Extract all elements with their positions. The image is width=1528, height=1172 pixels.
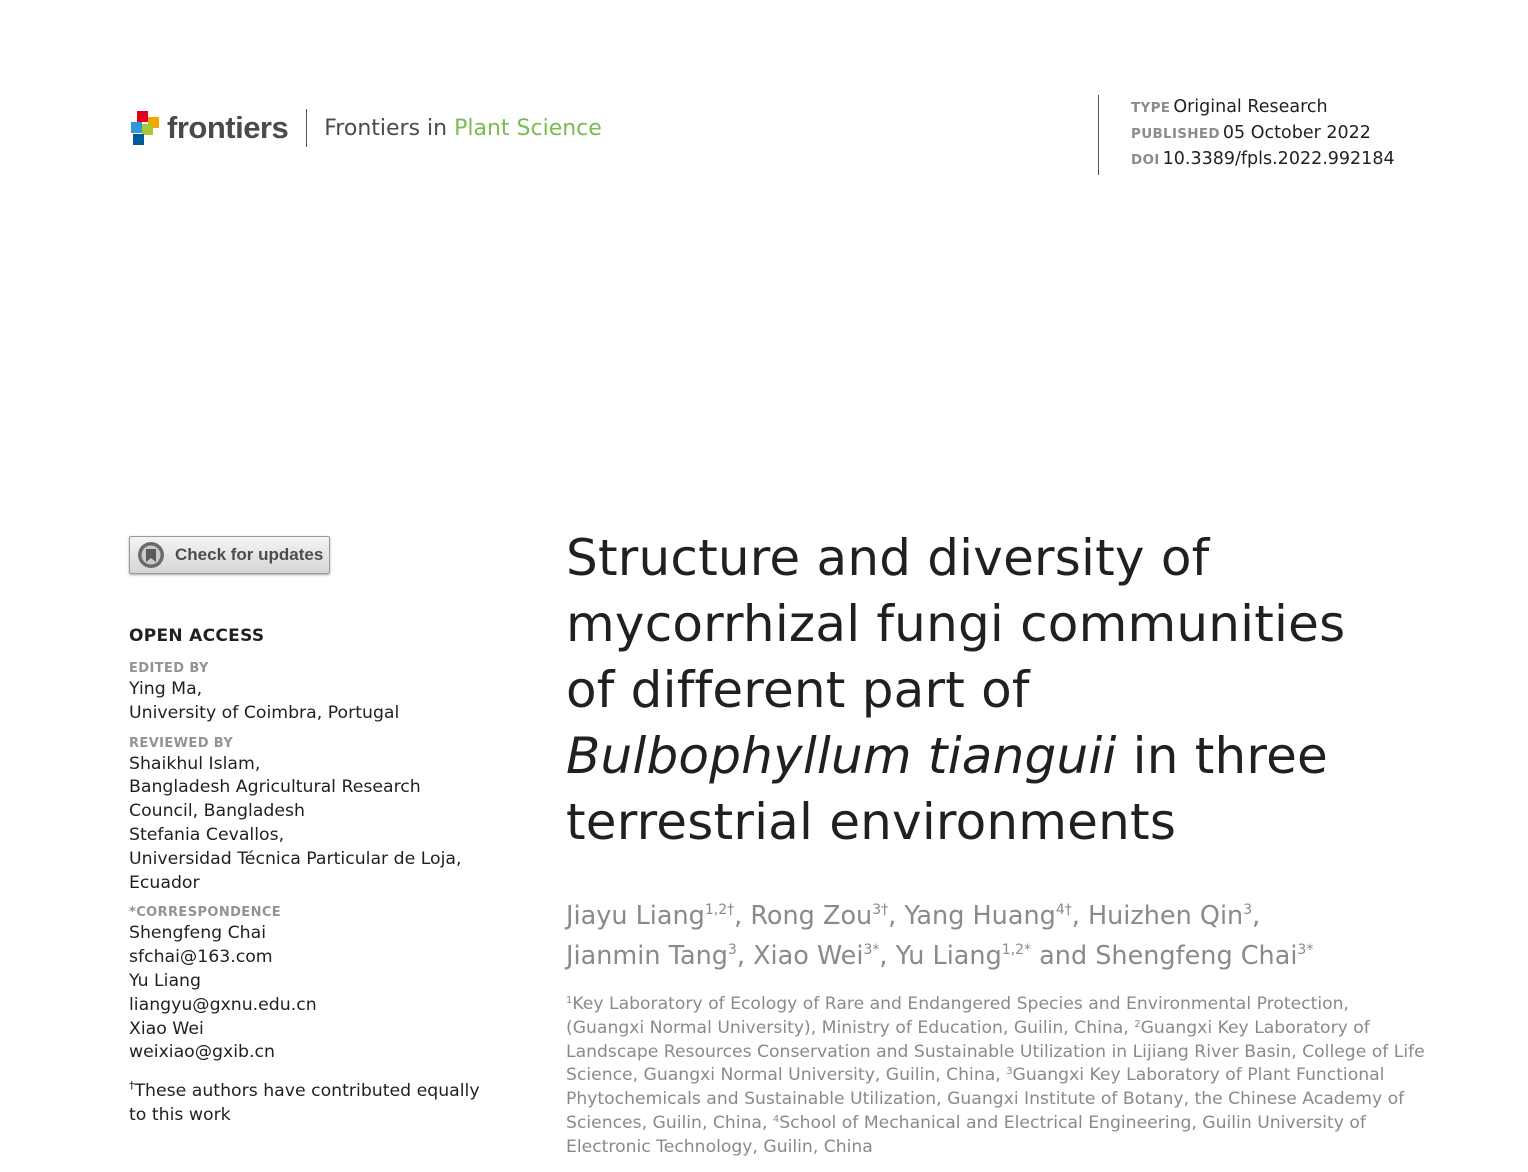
author[interactable]: Yu Liang$^{1,2*}$ bbox=[895, 940, 1032, 971]
crossmark-icon bbox=[137, 541, 165, 569]
title-line: of different part of bbox=[566, 661, 1030, 719]
reviewer-name: Shaikhul Islam, bbox=[129, 753, 261, 774]
note-text: These authors have contributed equally to this work bbox=[129, 1080, 480, 1125]
editor-name: Ying Ma, bbox=[129, 679, 203, 699]
author[interactable]: Shengfeng Chai$^{3*}$ bbox=[1095, 940, 1314, 971]
journal-brand[interactable] bbox=[129, 108, 602, 148]
reviewer-affiliation: Council, Bangladesh bbox=[129, 801, 305, 822]
editor-affiliation: University of Coimbra, Portugal bbox=[129, 702, 400, 723]
sidebar bbox=[129, 626, 489, 1128]
frontiers-logo-icon bbox=[129, 109, 161, 147]
title-line: terrestrial environments bbox=[566, 793, 1177, 851]
author[interactable]: Jianmin Tang$^3$ bbox=[566, 940, 737, 971]
author[interactable]: Huizhen Qin$^3$ bbox=[1087, 901, 1253, 931]
correspondent-name: Yu Liang bbox=[129, 970, 201, 991]
article-title bbox=[566, 525, 1426, 855]
journal-title bbox=[324, 116, 602, 141]
publish-date: PUBLISHED 05 October 2022 bbox=[1131, 123, 1371, 143]
publisher-wordmark: frontiers bbox=[167, 110, 289, 145]
check-for-updates-button[interactable] bbox=[129, 536, 330, 574]
section-heading: *CORRESPONDENCE bbox=[129, 905, 282, 921]
edited-by-section bbox=[129, 660, 489, 726]
article-type: TYPE Original Research bbox=[1131, 97, 1328, 117]
journal-prefix: Frontiers in bbox=[324, 115, 448, 141]
reviewer-affiliation: Universidad Técnica Particular de Loja, bbox=[129, 848, 462, 869]
author[interactable]: Yang Huang$^{4\dagger}$ bbox=[904, 901, 1072, 931]
correspondent-name: Shengfeng Chai bbox=[129, 923, 267, 944]
dagger-mark: † bbox=[129, 1079, 135, 1093]
equal-contribution-note bbox=[129, 1074, 489, 1127]
check-for-updates-label: Check for updates bbox=[175, 545, 324, 564]
correspondent-name: Xiao Wei bbox=[129, 1018, 204, 1039]
section-heading: REVIEWED BY bbox=[129, 735, 234, 751]
reviewer-affiliation: Bangladesh Agricultural Research bbox=[129, 777, 421, 798]
correspondence-section bbox=[129, 904, 489, 1065]
reviewer-name: Stefania Cevallos, bbox=[129, 824, 285, 845]
correspondent-email[interactable]: liangyu@gxnu.edu.cn bbox=[129, 994, 317, 1015]
species-name: Bulbophyllum tianguii bbox=[566, 727, 1117, 785]
author[interactable]: Xiao Wei$^{3*}$ bbox=[753, 940, 880, 971]
author-list: Jiayu Liang$^{1,2\dagger}$, Rong Zou$^{3\dagger}$, Yang Huang$^{4\dagger}$, Huizhen Qin$^3$, Jianmin Tang$^3$, Xiao Wei$^{3*}$, Yu Liang$^{1,2*}$ and Shengfeng Chai$^{3*}$ bbox=[566, 901, 1314, 971]
affiliation: $^2$Guangxi Key Laboratory of Landscape Resources Conservation and Sustainable Utilization in Lijiang River Basin, College of Life Science, Guangxi Normal University, Guilin, China, bbox=[566, 1017, 1425, 1086]
title-line: in three bbox=[1116, 727, 1328, 785]
section-heading: EDITED BY bbox=[129, 661, 209, 676]
article-meta bbox=[1098, 95, 1395, 175]
affiliations bbox=[566, 993, 1426, 1160]
correspondent-email[interactable]: weixiao@gxib.cn bbox=[129, 1042, 275, 1063]
author[interactable]: Jiayu Liang$^{1,2\dagger}$ bbox=[566, 901, 735, 931]
open-access-label: OPEN ACCESS bbox=[129, 626, 265, 646]
reviewed-by-section bbox=[129, 735, 489, 896]
doi[interactable]: DOI 10.3389/fpls.2022.992184 bbox=[1131, 149, 1395, 169]
reviewer-affiliation: Ecuador bbox=[129, 872, 200, 893]
title-line: mycorrhizal fungi communities bbox=[566, 595, 1346, 653]
author[interactable]: Rong Zou$^{3\dagger}$ bbox=[750, 901, 889, 931]
doi-link[interactable]: 10.3389/fpls.2022.992184 bbox=[1162, 149, 1395, 169]
correspondent-email[interactable]: sfchai@163.com bbox=[129, 947, 273, 968]
title-line: Structure and diversity of bbox=[566, 529, 1210, 587]
affiliation: $^3$Guangxi Key Laboratory of Plant Functional Phytochemicals and Sustainable Utilization, Guangxi Institute of Botany, the Chinese Academy of Sciences, Guilin, China, bbox=[566, 1065, 1405, 1133]
journal-name: Plant Science bbox=[454, 115, 602, 141]
affiliation: $^4$School of Mechanical and Electrical Engineering, Guilin University of Electronic Technology, Guilin, China bbox=[566, 1112, 1366, 1157]
brand-divider bbox=[306, 109, 307, 147]
affiliation: $^1$Key Laboratory of Ecology of Rare and Endangered Species and Environmental Protection, (Guangxi Normal University), Ministry of Education, Guilin, China, bbox=[566, 994, 1349, 1038]
